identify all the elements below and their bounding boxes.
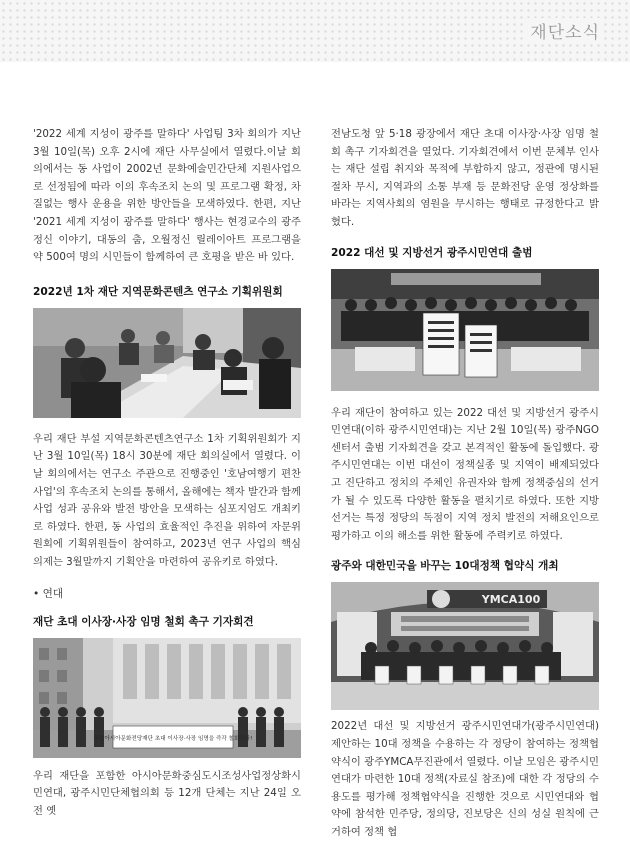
photo-policy-agreement bbox=[331, 582, 599, 710]
heading-press-conference: 재단 초대 이사장·사장 임명 철회 촉구 기자회견 bbox=[33, 615, 254, 628]
photo-meeting bbox=[33, 308, 301, 418]
photo-citizen-solidarity bbox=[331, 269, 599, 391]
category-tag: • 연대 bbox=[33, 587, 64, 600]
research-committee-paragraph: 우리 재단 부설 지역문화콘텐츠연구소 1차 기획위원회가 지난 3월 10일(목) 18시 30분에 재단 회의실에서 열렸다. 이날 회의에서는 연구소 주관으로 진행중인 '호남여행기 편찬사업'의 후속조치 논의를 통해서, 올해에는 책자 발간과 함께 사업 성과 공유와 발전 방안을 모색하는 심포지엄도 개최키로 하였다. 한편, 동 사업의 효율적인 추진을 위하여 자문위원회에 기획위원들이 참여하고, 2023년 연구 사업의 핵심 의제는 3월말까지 기획안을 마련하여 공유키로 하였다. bbox=[33, 432, 301, 568]
intro-paragraph: '2022 세계 지성이 광주를 말하다' 사업팀 3차 회의가 지난 3월 10일(목) 오후 2시에 재단 사무실에서 열렸다.이날 회의에서는 동 사업이 2002년 문화예술민간단체 지원사업으로 선정됨에 따라 이의 후속조치 논의 및 프로그램 확정, 차질없는 행사 운용을 위한 방안들을 모색하였다. 한편, 지난 '2021 세계 지성이 광주를 말하다' 행사는 현경교수의 광주정신 이야기, 대동의 춤, 오월정신 릴레이아트 프로그램을 약 500여 명의 시민들이 함께하여 큰 호평을 받은 바 있다. bbox=[33, 128, 301, 264]
heading-policy-agreement: 광주와 대한민국을 바꾸는 10대정책 협약식 개최 bbox=[331, 560, 559, 573]
header-band bbox=[0, 0, 630, 62]
policy-agreement-paragraph: 2022년 대선 및 지방선거 광주시민연대가(광주시민연대) 제안하는 10대 정책을 수용하는 각 정당이 참여하는 정책협약식이 광주YMCA무진관에서 열렸다. 이날 모임은 광주시민연대가 마련한 10대 정책(자료실 참조)에 대한 각 정당의 수용도를 평가해 정책협약식을 진행한 것으로 시민연대와 협약에 참석한 민주당, 정의당, 진보당은 신의 성실 원칙에 근거하여 정책 협 bbox=[331, 720, 599, 838]
left-column bbox=[33, 126, 301, 820]
press-banner-text: 국립아시아문화전당재단 초대 이사장·사장 임명을 즉각 철회하라! bbox=[93, 735, 253, 742]
citizen-solidarity-paragraph: 우리 재단이 참여하고 있는 2022 대선 및 지방선거 광주시민연대(이하 광주시민연대)는 지난 2월 10일(목) 광주NGO센터서 출범 기자회견을 갖고 본격적인 활동에 돌입했다. 광주시민연대는 이번 대선이 정책실종 및 지역이 배제되었다고 진단하고 정치의 주체인 유권자와 함께 정책중심의 선거가 될 수 있도록 다양한 활동을 펼치기로 하였다. 또한 지방선거는 특정 정당의 독점이 지역 정치 발전의 저해요인으로 평가하고 이의 해소를 위한 활동에 주력키로 하였다. bbox=[331, 406, 599, 542]
ymca-sign-text: YMCA100 bbox=[481, 593, 541, 607]
section-label: 재단소식 bbox=[526, 18, 604, 43]
press-conference-paragraph-continued: 전남도청 앞 5·18 광장에서 재단 초대 이사장·사장 임명 철회 촉구 기자회견을 열었다. 기자회견에서 이번 문체부 인사는 재단 설립 취지와 목적에 부합하지 않고, 정관에 명시된 절차 무시, 지역과의 소통 부재 등 문화전당 운영 정상화를 바라는 지역사회의 염원을 무시하는 행태로 규정한다고 밝혔다. bbox=[331, 128, 599, 228]
press-conference-paragraph-start: 우리 재단을 포함한 아시아문화중심도시조성사업정상화시민연대, 광주시민단체협의회 등 12개 단체는 지난 24일 오전 옛 bbox=[33, 769, 301, 817]
heading-research-committee: 2022년 1차 재단 지역문화콘텐츠 연구소 기획위원회 bbox=[33, 285, 283, 298]
right-column bbox=[331, 126, 599, 841]
photo-press-conference bbox=[33, 638, 301, 758]
heading-citizen-solidarity: 2022 대선 및 지방선거 광주시민연대 출범 bbox=[331, 246, 533, 259]
